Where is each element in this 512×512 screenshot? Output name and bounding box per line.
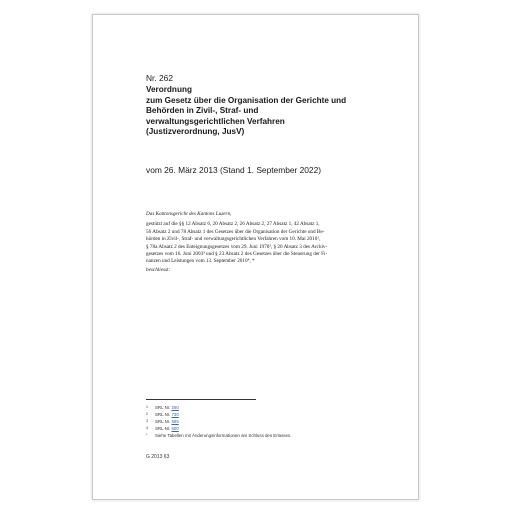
document-heading [146,73,408,138]
title-line: verwaltungsgerichtlichen Verfahren [146,116,285,126]
footnote-link[interactable]: 730 [171,412,179,418]
footnote-link[interactable]: 585 [171,419,179,425]
footnote-prefix: SRL Nr. [155,419,171,425]
title-line: (Justizverordnung, JusV) [146,127,245,137]
footnote [146,404,291,411]
document-date: vom 26. März 2013 (Stand 1. September 2022) [146,165,322,175]
body-line: 56 Absatz 2 und 78 Absatz 1 des Gesetzes über die Organisation der Gerichte und Be- [146,228,325,235]
footnote-number: * [146,433,148,438]
footnote-link[interactable]: 260 [171,405,179,410]
document-number: Nr. 262 [146,73,174,83]
body-closing: beschliesst: [146,266,171,273]
title-line: zum Gesetz über die Organisation der Gerichte und [146,95,347,105]
footnote [146,411,291,418]
footnote-divider [146,399,256,400]
body-line: § 78a Absatz 2 des Enteignungsgesetzes vom 29. Juni 1970², § 20 Absatz 3 des Archiv- [146,243,328,250]
footnote-number: 1 [146,405,148,409]
title-line: Verordnung [146,85,192,94]
footnote-prefix: SRL Nr. [155,405,171,410]
title-line: Behörden in Zivil-, Straf- und [146,106,259,116]
footnote-prefix: SRL Nr. [155,412,171,418]
footnote-text: Siehe Tabellen mit Änderungsinformationen am Schluss des Erlasses. [155,433,292,439]
document-title [146,85,408,138]
footnote-number: 3 [146,419,148,424]
footnote-link[interactable]: 600 [171,426,179,432]
body-paragraph [146,221,408,265]
footnote [146,418,291,425]
footnote-number: 4 [146,426,148,431]
body-line: gestützt auf die §§ 12 Absatz 6, 20 Absatz 2, 26 Absatz 2, 27 Absatz 1, 42 Absatz 1, [146,221,320,228]
document-code: G 2013 63 [146,454,170,460]
document-page [92,14,419,500]
body-line: nanzen und Leistungen vom 13. September 2010⁴, * [146,258,255,265]
document-body [146,211,408,274]
footnote-number: 2 [146,412,148,417]
footnote-prefix: SRL Nr. [155,426,171,432]
footnote [146,432,291,439]
footnotes [146,404,291,439]
body-line: gesetzes vom 16. Juni 2003³ und § 23 Absatz 2 des Gesetzes über die Steuerung der Fi- [146,251,328,258]
body-line: hörden in Zivil-, Straf- und verwaltungsgerichtlichen Verfahren vom 10. Mai 2010¹, [146,236,321,243]
body-intro: Das Kantonsgericht des Kantons Luzern, [146,211,232,217]
footnote [146,425,291,432]
